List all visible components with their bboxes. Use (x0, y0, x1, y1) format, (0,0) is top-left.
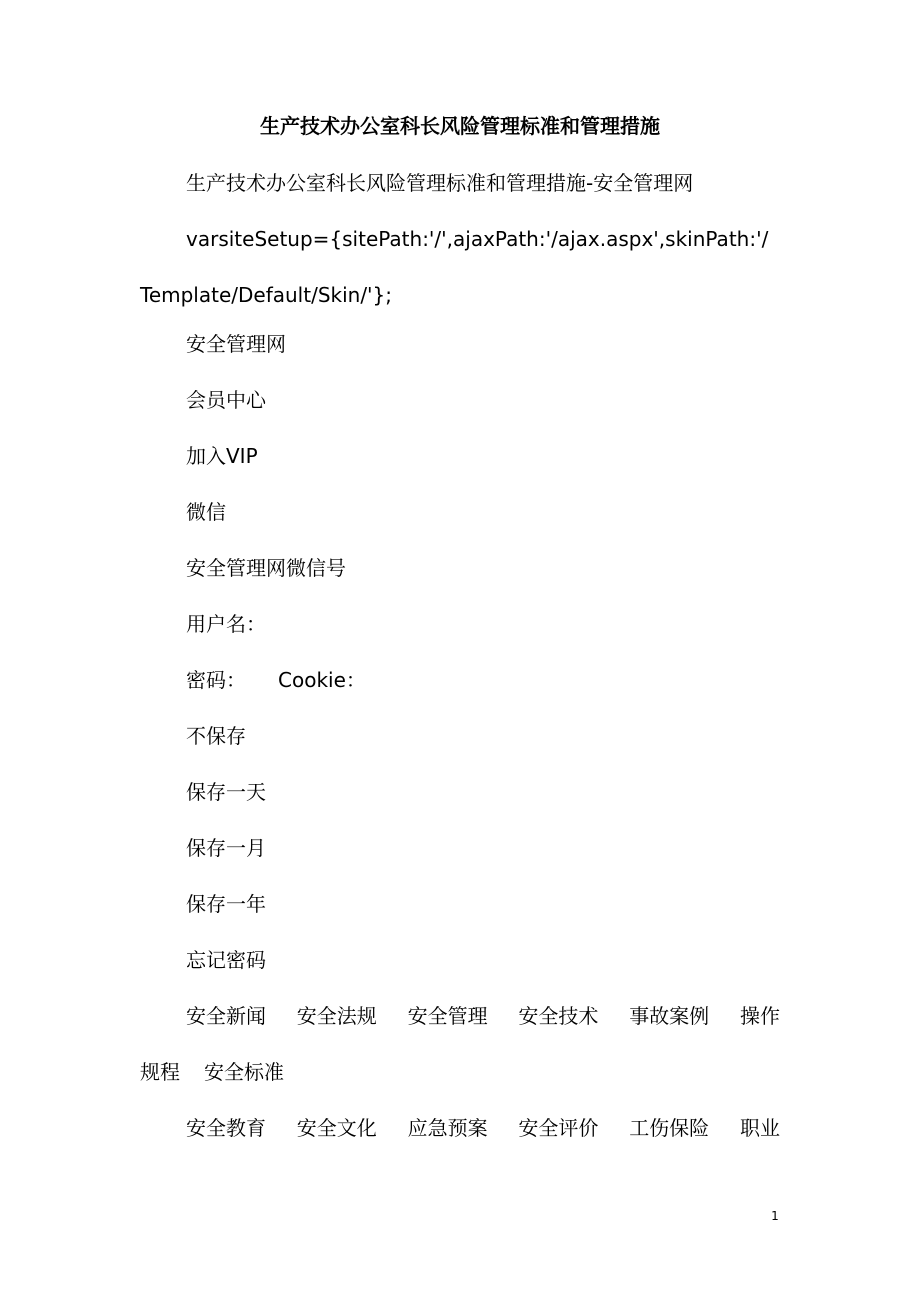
category-line (140, 988, 780, 1044)
member-center-link[interactable]: 会员中心 (186, 388, 266, 412)
join-vip-link[interactable]: 加入VIP (186, 444, 258, 468)
category-link[interactable]: 操作 (739, 1004, 780, 1028)
subtitle-line: 生产技术办公室科长风险管理标准和管理措施-安全管理网 (186, 171, 694, 195)
category-link[interactable]: 安全新闻 (186, 1004, 266, 1028)
category-link[interactable]: 安全管理 (407, 1004, 488, 1028)
document-title: 生产技术办公室科长风险管理标准和管理措施 (260, 114, 660, 138)
password-cookie-line (140, 652, 780, 708)
category-link[interactable]: 职业 (739, 1116, 780, 1140)
cookie-option-none[interactable]: 不保存 (186, 724, 246, 748)
category-line (140, 1044, 780, 1100)
category-block-2 (140, 1100, 780, 1156)
category-link[interactable]: 工伤保险 (629, 1116, 710, 1140)
cookie-option-month[interactable]: 保存一月 (186, 836, 266, 860)
wechat-account-line: 安全管理网微信号 (186, 556, 346, 580)
category-link[interactable]: 安全法规 (296, 1004, 377, 1028)
category-line (140, 1100, 780, 1156)
forgot-password-link[interactable]: 忘记密码 (186, 948, 266, 972)
page-number: 1 (771, 1209, 779, 1223)
cookie-option-day[interactable]: 保存一天 (186, 780, 266, 804)
category-block-1 (140, 988, 780, 1100)
category-link[interactable]: 安全文化 (296, 1116, 377, 1140)
code-line: varsiteSetup={sitePath:'/',ajaxPath:'/ajax.aspx',skinPath:'/Template/Default/Skin/'}; (140, 227, 769, 307)
category-link[interactable]: 应急预案 (407, 1116, 488, 1140)
password-label: 密码： (186, 668, 246, 692)
cookie-label: Cookie： (278, 668, 366, 692)
category-link[interactable]: 安全评价 (518, 1116, 599, 1140)
category-link[interactable]: 事故案例 (629, 1004, 710, 1028)
category-link[interactable]: 安全技术 (518, 1004, 599, 1028)
wechat-line: 微信 (186, 500, 226, 524)
category-link[interactable]: 规程 (140, 1060, 180, 1084)
username-label: 用户名： (186, 612, 266, 636)
cookie-option-year[interactable]: 保存一年 (186, 892, 266, 916)
category-link[interactable]: 安全教育 (186, 1116, 266, 1140)
category-link[interactable]: 安全标准 (204, 1060, 284, 1084)
site-name-line: 安全管理网 (186, 332, 286, 356)
